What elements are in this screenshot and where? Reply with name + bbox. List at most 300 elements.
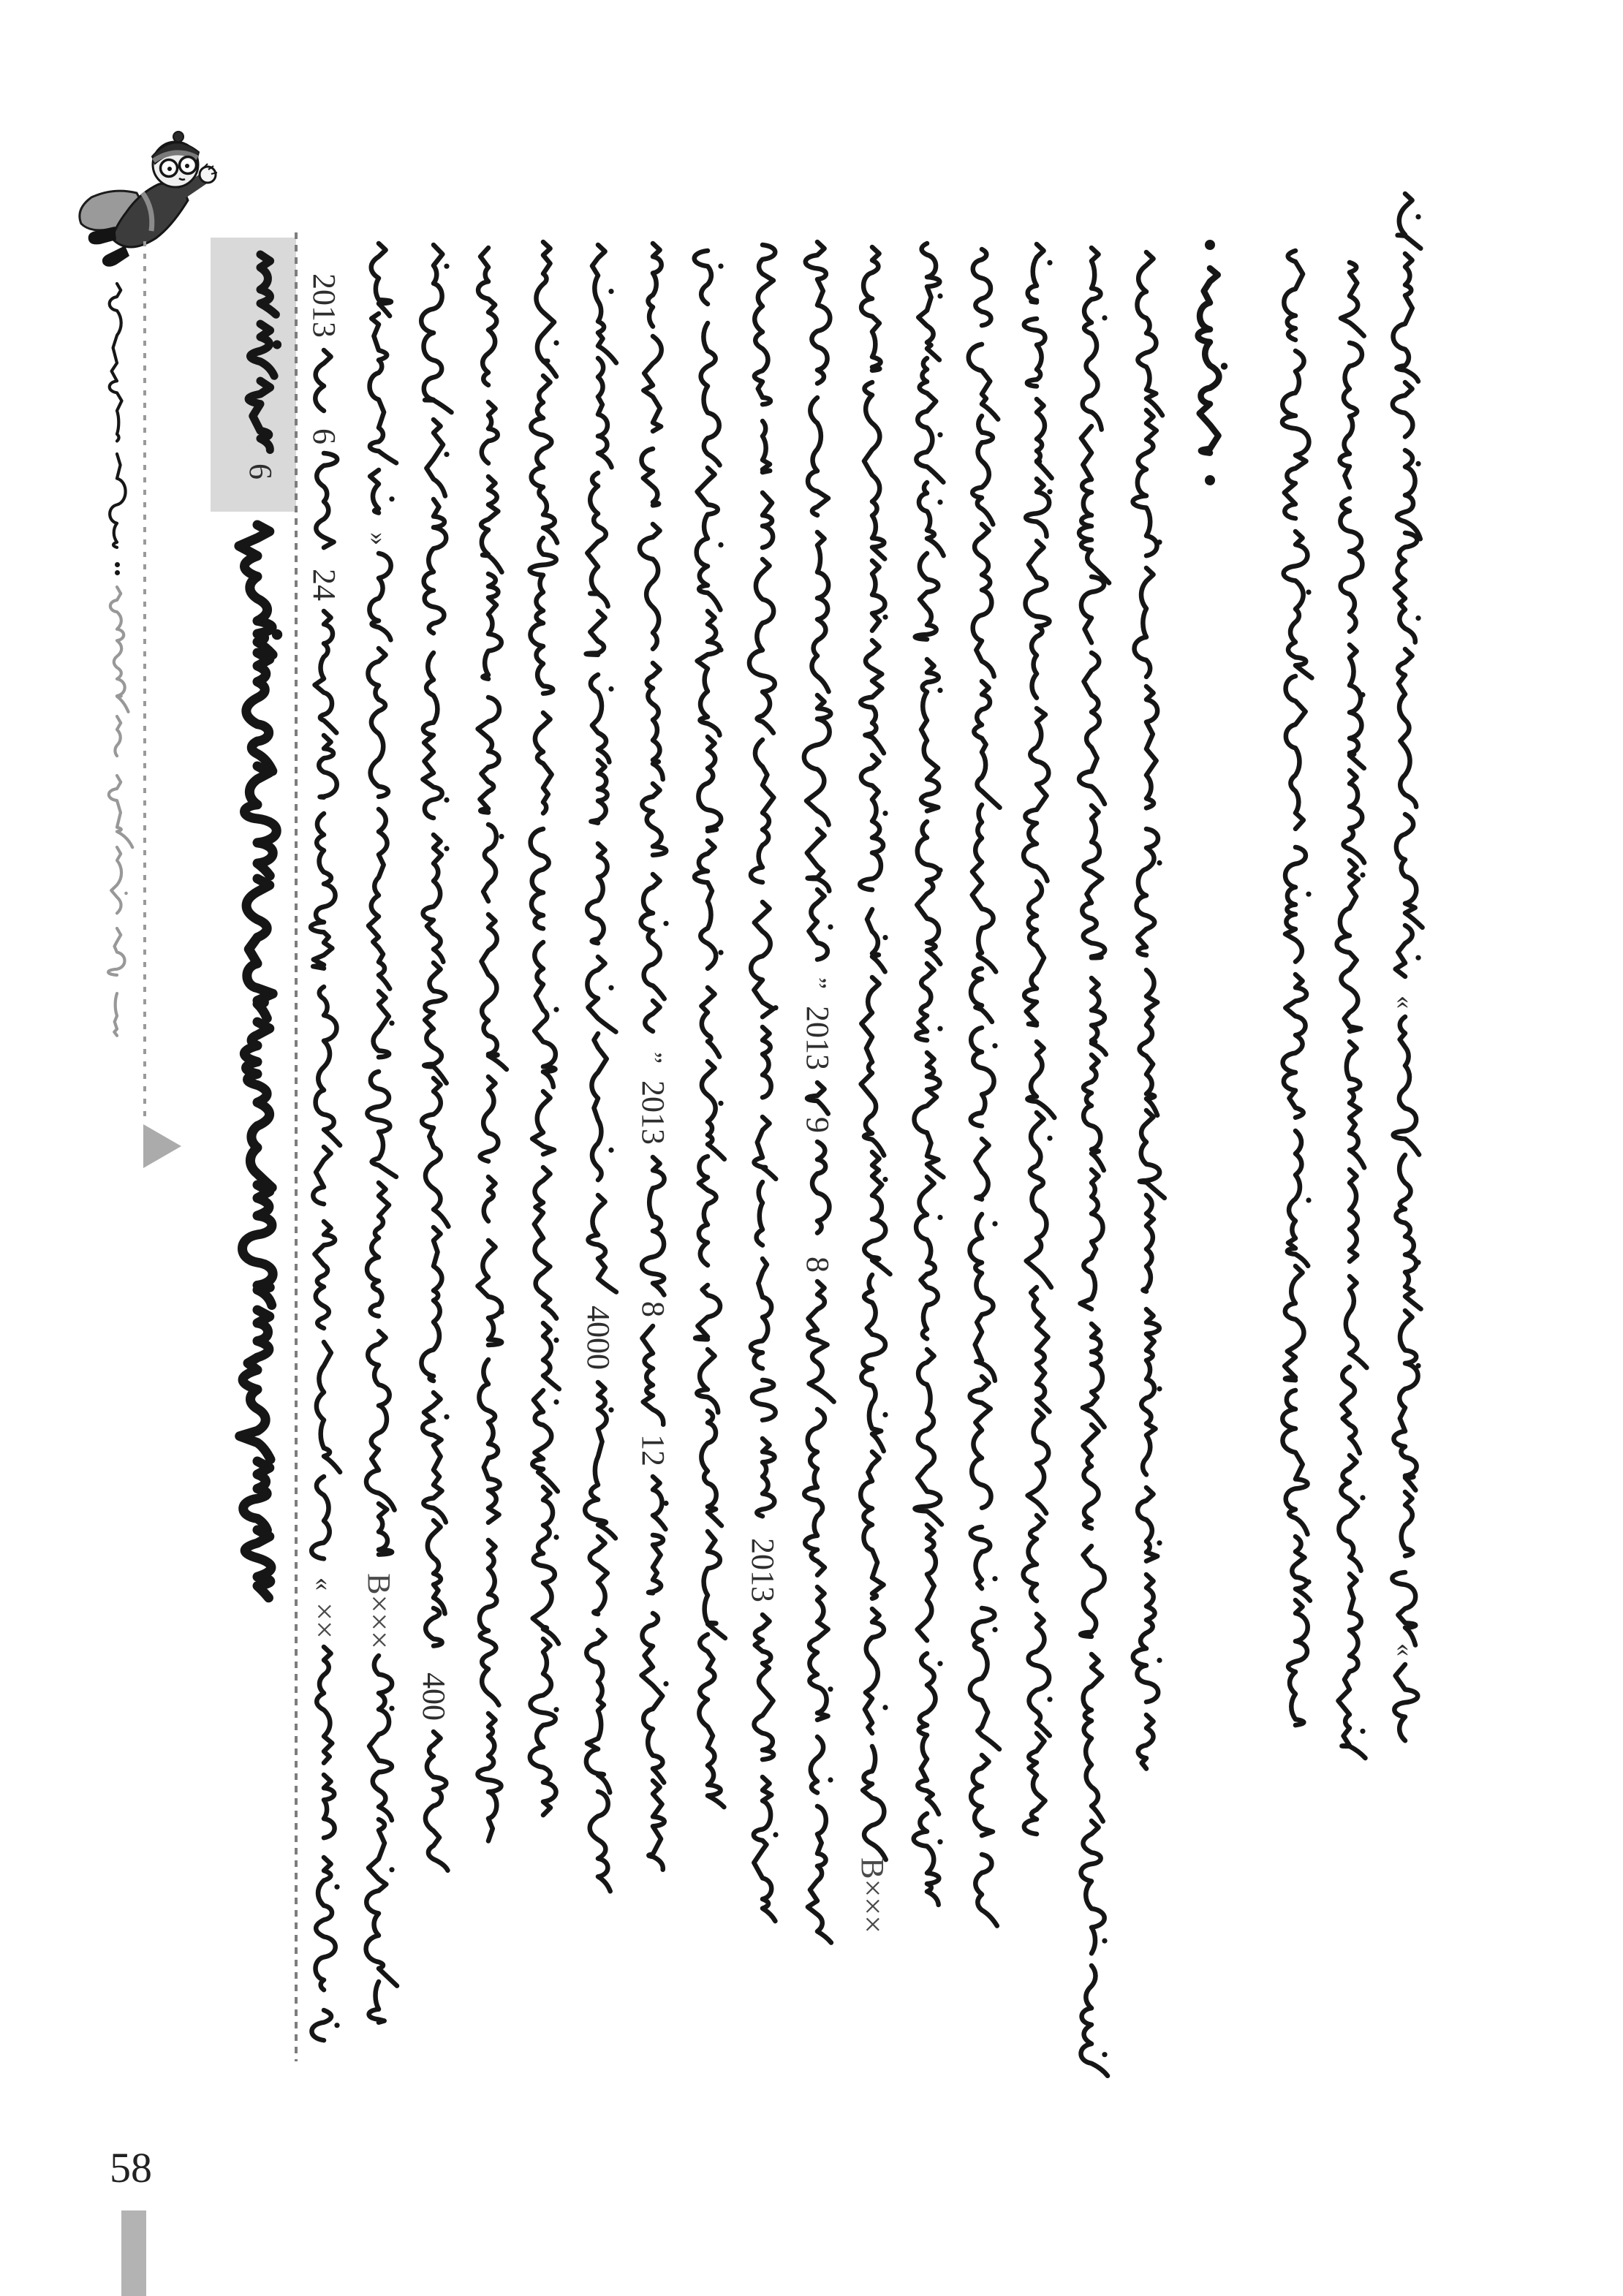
- script-word: [682, 321, 733, 474]
- script-word: [956, 1753, 1007, 1856]
- script-word: [221, 1308, 294, 1463]
- script-word: [956, 1137, 1007, 1220]
- script-word: [221, 523, 294, 662]
- script-word: [1380, 1570, 1431, 1648]
- script-word: [901, 1175, 953, 1359]
- script-word: [298, 609, 349, 741]
- script-word: [353, 468, 404, 534]
- script-word: [847, 638, 898, 758]
- script-word: [298, 1145, 349, 1224]
- script-word: [408, 1225, 459, 1401]
- numeral-run: 12: [635, 1434, 671, 1466]
- script-word: [792, 693, 843, 831]
- dateline-column: [298, 263, 349, 2076]
- script-word: [572, 955, 624, 1039]
- script-word: [1380, 812, 1431, 933]
- script-word: [1270, 1388, 1321, 1539]
- script-word: [1324, 341, 1375, 508]
- script-word: [518, 536, 569, 714]
- script-word: [1066, 976, 1117, 1064]
- lesson-number-label: [230, 252, 291, 508]
- script-word: [408, 1076, 459, 1230]
- body-column-14: [1011, 242, 1062, 1865]
- numeral-run: B×××: [361, 1573, 398, 1649]
- script-word: [353, 1329, 404, 1513]
- body-column-5: [518, 240, 569, 1852]
- script-word: [353, 1069, 404, 1186]
- mascot-head: [152, 132, 199, 187]
- vocab-column-1: [1270, 249, 1321, 1763]
- script-word: [1324, 260, 1375, 343]
- script-word: [627, 1611, 678, 1789]
- script-word: [572, 1031, 624, 1200]
- script-word: [1121, 1485, 1172, 1582]
- script-word: [408, 497, 459, 653]
- script-word: [1270, 1264, 1321, 1401]
- script-word: [230, 322, 291, 382]
- script-word: [1270, 349, 1321, 539]
- script-word: [1380, 531, 1431, 649]
- script-word: [627, 447, 678, 526]
- script-word: [1121, 968, 1172, 1119]
- script-word: [737, 419, 788, 493]
- script-word: [627, 872, 678, 1006]
- script-word: [1270, 972, 1321, 1138]
- script-word: [463, 1075, 514, 1181]
- script-word: [298, 1340, 349, 1477]
- script-word: [1066, 803, 1117, 978]
- script-word: [792, 530, 843, 697]
- script-word: [1066, 1544, 1117, 1657]
- punctuation-run: «: [309, 1577, 338, 1591]
- body-column-10: [792, 240, 843, 1966]
- script-word: [518, 374, 569, 548]
- script-word: [1121, 250, 1172, 419]
- script-word: [792, 1140, 843, 1254]
- body-column-3: [408, 243, 459, 1894]
- script-word: [298, 451, 349, 568]
- script-word: [518, 940, 569, 1092]
- script-word: [737, 243, 788, 425]
- script-word: [1011, 242, 1062, 322]
- script-word: [572, 841, 624, 963]
- script-word: [1066, 1053, 1117, 1174]
- script-word: [572, 1193, 624, 1299]
- script-word: [518, 1388, 569, 1496]
- script-word: [901, 1523, 953, 1661]
- script-word: [627, 1778, 678, 1877]
- script-word: [353, 1181, 404, 1336]
- script-word: [1011, 477, 1062, 542]
- script-word: [956, 342, 1007, 425]
- script-word: [627, 241, 678, 347]
- script-word: [1270, 1129, 1321, 1275]
- script-word: [682, 1632, 733, 1816]
- numeral-run: 24: [306, 569, 342, 601]
- script-word: [901, 480, 953, 559]
- script-word: [627, 781, 678, 876]
- script-word: [956, 1374, 1007, 1528]
- script-word: [518, 711, 569, 833]
- script-word: [221, 1020, 294, 1194]
- script-word: [682, 838, 733, 989]
- script-word: [847, 975, 898, 1160]
- script-word: [101, 714, 133, 776]
- script-word: [1066, 1652, 1117, 1826]
- script-word: [463, 912, 514, 1076]
- script-word: [737, 1180, 788, 1265]
- script-word: [901, 241, 953, 369]
- script-word: [1011, 397, 1062, 482]
- script-word: [682, 1409, 733, 1533]
- script-word: [901, 1651, 953, 1819]
- script-word: [627, 1474, 678, 1536]
- script-word: [463, 400, 514, 484]
- script-word: [1380, 923, 1431, 997]
- script-word: [463, 695, 514, 833]
- script-word: [221, 876, 294, 1024]
- script-word: [572, 243, 624, 366]
- script-word: [792, 1585, 843, 1740]
- script-word: [1066, 424, 1117, 586]
- script-word: [1324, 643, 1375, 776]
- script-word: [298, 1773, 349, 1858]
- script-word: [518, 1321, 569, 1396]
- script-word: [1011, 1731, 1062, 1854]
- script-word: [572, 1789, 624, 1897]
- script-word: [408, 833, 459, 970]
- script-word: [1066, 651, 1117, 807]
- script-word: [1011, 1513, 1062, 1621]
- script-word: [518, 1637, 569, 1835]
- body-column-16: [1121, 250, 1172, 1800]
- numeral-run: 8: [800, 1256, 836, 1273]
- punctuation-run: «: [1391, 996, 1420, 1009]
- script-word: [1121, 1572, 1172, 1722]
- script-word: [956, 1212, 1007, 1384]
- body-column-13: [956, 247, 1007, 1947]
- lesson-title-column: [221, 523, 294, 1615]
- body-column-6: [572, 243, 624, 1914]
- script-word: [101, 926, 133, 996]
- script-word: [956, 414, 1007, 529]
- script-word: [1121, 408, 1172, 576]
- script-word: [847, 1450, 898, 1619]
- script-word: [792, 1279, 843, 1409]
- script-word: [1270, 249, 1321, 360]
- script-word: [353, 807, 404, 996]
- script-word: [1270, 845, 1321, 982]
- script-word: [847, 245, 898, 391]
- script-word: [408, 1390, 459, 1528]
- body-column-2: [353, 241, 404, 2056]
- script-word: [1121, 827, 1172, 976]
- script-word: [1121, 566, 1172, 697]
- script-word: [1011, 879, 1062, 1046]
- script-word: [1066, 1167, 1117, 1330]
- script-word: [572, 1628, 624, 1796]
- script-word: [1121, 1713, 1172, 1789]
- punctuation-run: «: [1391, 1643, 1420, 1656]
- body-column-4: [463, 246, 514, 1879]
- script-word: [463, 572, 514, 700]
- script-word: [408, 1729, 459, 1879]
- script-word: [737, 557, 788, 742]
- script-word: [956, 679, 1007, 811]
- script-word: [298, 811, 349, 988]
- script-word: [298, 1855, 349, 2010]
- script-word: [682, 735, 733, 852]
- vocab-column-2: [1324, 260, 1375, 1782]
- script-word: [1121, 1108, 1172, 1202]
- script-word: [298, 1219, 349, 1349]
- script-word: [463, 1238, 514, 1365]
- script-word: [463, 1538, 514, 1714]
- script-word: [353, 1653, 404, 1827]
- script-word: [682, 466, 733, 613]
- body-column-12: [901, 241, 953, 1924]
- script-word: [956, 522, 1007, 681]
- script-word: [1380, 251, 1431, 390]
- script-word: [1011, 706, 1062, 887]
- script-word: [901, 657, 953, 831]
- script-word: [101, 452, 133, 568]
- script-word: [1324, 1167, 1375, 1282]
- script-word: [353, 1979, 404, 2043]
- script-word: [1324, 858, 1375, 1052]
- script-word: [1270, 674, 1321, 849]
- script-word: [682, 985, 733, 1062]
- script-word: [627, 1155, 678, 1303]
- script-word: [792, 395, 843, 536]
- script-word: [1066, 1322, 1117, 1432]
- script-word: [1270, 1598, 1321, 1746]
- script-word: [1182, 266, 1238, 473]
- script-word: [1380, 448, 1431, 542]
- script-word: [1270, 529, 1321, 686]
- script-word: [847, 907, 898, 977]
- script-word: [518, 240, 569, 382]
- script-word: [1121, 1193, 1172, 1312]
- script-word: [1380, 192, 1431, 257]
- script-word: [1121, 1307, 1172, 1495]
- dotted-divider-right: [295, 232, 298, 2061]
- script-word: [572, 356, 624, 474]
- punctuation-run: ”: [802, 977, 832, 989]
- script-word: [408, 1518, 459, 1618]
- script-word: [1011, 539, 1062, 719]
- vocab-column-3: [1380, 192, 1431, 1778]
- script-word: [847, 1150, 898, 1281]
- script-word: [627, 661, 678, 784]
- script-word: [737, 1775, 788, 1929]
- script-word: [221, 764, 294, 884]
- body-column-8: [682, 249, 733, 1836]
- script-word: [682, 609, 733, 744]
- script-word: [1066, 1422, 1117, 1549]
- bullet-dot-icon: [1205, 475, 1215, 485]
- script-word: [463, 1711, 514, 1862]
- script-word: [1380, 647, 1431, 815]
- script-word: [1011, 1285, 1062, 1420]
- script-word: [1324, 1039, 1375, 1171]
- script-word: [1066, 1819, 1117, 1974]
- script-word: [901, 1347, 953, 1531]
- script-word: [353, 551, 404, 648]
- script-word: [1011, 1408, 1062, 1523]
- script-word: [956, 1606, 1007, 1756]
- script-word: [1011, 1110, 1062, 1290]
- script-word: [847, 1607, 898, 1754]
- numeral-run: 2013: [635, 1080, 671, 1145]
- dotted-divider-left: [143, 241, 146, 1120]
- colon-dot-icon: [115, 562, 120, 567]
- script-word: [737, 1436, 788, 1537]
- script-word: [572, 1534, 624, 1634]
- script-word: [792, 1735, 843, 1814]
- script-word: [956, 966, 1007, 1030]
- numeral-run: B×××: [855, 1857, 891, 1933]
- script-word: [1380, 1153, 1431, 1316]
- numeral-run: 2013: [306, 273, 342, 338]
- script-word: [572, 609, 624, 675]
- script-word: [408, 243, 459, 420]
- punctuation-run: ”: [638, 1052, 667, 1064]
- script-word: [408, 417, 459, 500]
- script-word: [353, 646, 404, 817]
- script-word: [221, 1528, 294, 1607]
- script-word: [101, 281, 133, 461]
- punctuation-run: »: [364, 532, 393, 545]
- script-word: [737, 1115, 788, 1188]
- script-word: [463, 474, 514, 576]
- numeral-run: 8: [635, 1300, 671, 1317]
- script-word: [1380, 1662, 1431, 1761]
- objective-label-column: [101, 281, 133, 600]
- script-word: [627, 522, 678, 670]
- script-word: [463, 1175, 514, 1242]
- page-edge-tab: [121, 2210, 146, 2296]
- numeral-run: 6: [306, 428, 342, 444]
- script-word: [1324, 1453, 1375, 1577]
- script-word: [572, 1380, 624, 1545]
- script-word: [221, 1183, 294, 1311]
- script-word: [901, 551, 953, 660]
- script-word: [408, 1606, 459, 1667]
- script-word: [298, 1645, 349, 1784]
- script-word: [1011, 317, 1062, 407]
- numeral-run: 2013: [800, 1006, 836, 1070]
- script-word: [353, 1817, 404, 1989]
- script-word: [737, 1257, 788, 1389]
- script-word: [298, 985, 349, 1150]
- body-column-9: [737, 243, 788, 1941]
- script-word: [847, 753, 898, 910]
- script-word: [408, 961, 459, 1087]
- script-word: [572, 471, 624, 614]
- script-word: [847, 380, 898, 567]
- script-word: [518, 1089, 569, 1175]
- script-word: [353, 1501, 404, 1575]
- script-word: [737, 1613, 788, 1780]
- script-word: [230, 252, 291, 324]
- script-word: [682, 1529, 733, 1644]
- script-word: [221, 651, 294, 774]
- script-word: [408, 651, 459, 838]
- script-word: [901, 356, 953, 488]
- numeral-run: 6: [243, 463, 279, 480]
- script-word: [1324, 1365, 1375, 1458]
- script-word: [847, 558, 898, 651]
- script-word: [627, 1533, 678, 1613]
- script-word: [627, 999, 678, 1052]
- page-number: 58: [110, 2144, 152, 2191]
- script-word: [1121, 684, 1172, 828]
- numeral-run: ××: [306, 1602, 342, 1639]
- script-word: [627, 1324, 678, 1430]
- script-word: [682, 1347, 733, 1417]
- script-word: [463, 246, 514, 406]
- script-word: [792, 887, 843, 980]
- script-word: [956, 803, 1007, 979]
- script-word: [1324, 496, 1375, 652]
- script-word: [353, 989, 404, 1077]
- section-heading-column: [1182, 235, 1238, 512]
- script-word: [847, 1744, 898, 1864]
- script-word: [682, 1154, 733, 1286]
- script-word: [572, 758, 624, 844]
- script-word: [847, 1273, 898, 1455]
- script-word: [901, 1050, 953, 1185]
- script-word: [792, 240, 843, 403]
- body-column-7: [627, 241, 678, 1887]
- script-word: [1324, 1572, 1375, 1767]
- script-word: [737, 1378, 788, 1441]
- objective-text-column: [101, 585, 133, 1075]
- script-word: [1380, 1490, 1431, 1577]
- section-pointer-icon: [143, 1124, 181, 1168]
- script-word: [101, 773, 133, 852]
- script-word: [353, 311, 404, 471]
- script-word: [956, 1852, 1007, 1931]
- numeral-run: 4000: [580, 1306, 616, 1370]
- script-word: [1324, 1274, 1375, 1374]
- script-word: [1380, 380, 1431, 457]
- script-word: [956, 247, 1007, 346]
- script-word: [572, 672, 624, 770]
- script-word: [298, 2008, 349, 2061]
- script-word: [463, 822, 514, 922]
- script-word: [518, 1485, 569, 1650]
- numeral-run: 400: [416, 1672, 452, 1721]
- numeral-run: 2013: [745, 1538, 781, 1602]
- script-word: [101, 585, 133, 717]
- script-word: [101, 991, 133, 1056]
- script-word: [956, 1026, 1007, 1146]
- script-word: [298, 1474, 349, 1579]
- script-word: [682, 1059, 733, 1164]
- script-word: [1066, 246, 1117, 433]
- script-word: [1380, 1015, 1431, 1159]
- script-word: [956, 1525, 1007, 1609]
- body-column-15: [1066, 246, 1117, 2104]
- bullet-dot-icon: [1205, 240, 1215, 250]
- body-column-11: [847, 245, 898, 1960]
- numeral-run: 9: [800, 1116, 836, 1133]
- script-word: [901, 961, 953, 1061]
- script-word: [518, 1165, 569, 1326]
- script-word: [627, 334, 678, 452]
